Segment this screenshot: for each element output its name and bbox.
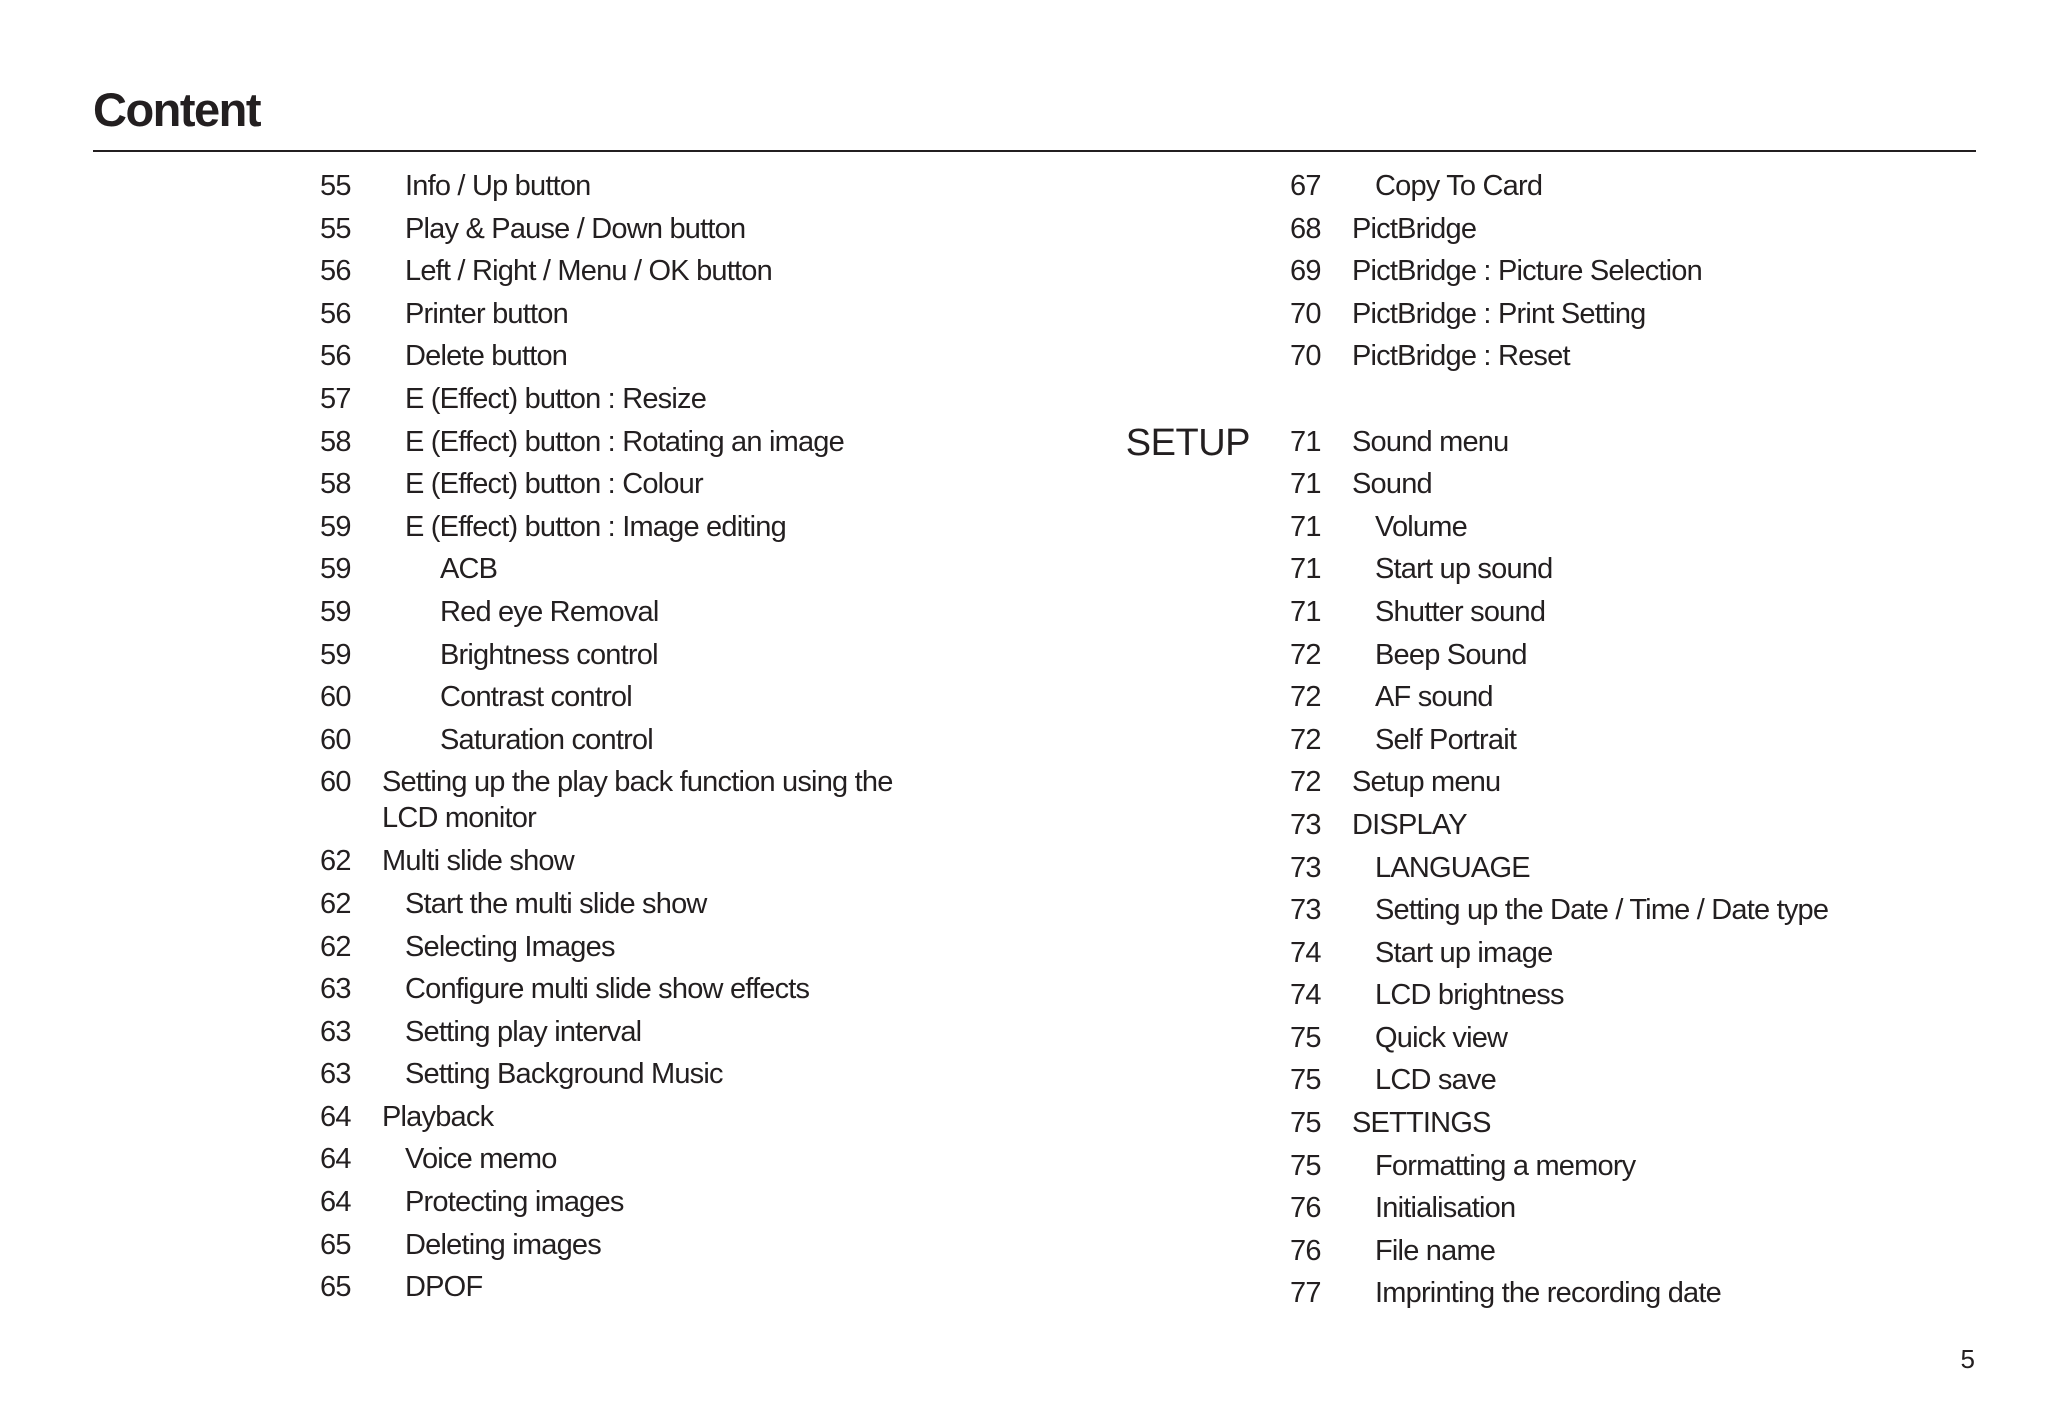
toc-page-number: 65 — [320, 1271, 351, 1304]
toc-entry[interactable] — [1290, 637, 1930, 680]
toc-page-number: 55 — [320, 170, 351, 202]
toc-entry-text: Left / Right / Menu / OK button — [405, 255, 772, 288]
toc-entry[interactable] — [1290, 338, 1930, 381]
toc-entry[interactable] — [320, 1014, 960, 1057]
toc-page-number: 71 — [1290, 468, 1321, 501]
toc-entry[interactable] — [320, 509, 960, 552]
toc-entry-text: PictBridge : Print Setting — [1352, 297, 1646, 330]
toc-entry-text: Setting up the play back function using the LCD monitor — [382, 766, 893, 835]
toc-entry-text: Setting up the Date / Time / Date type — [1375, 894, 1829, 927]
toc-page-number: 62 — [320, 887, 351, 920]
toc-entry[interactable] — [1290, 466, 1930, 509]
toc-page-number: 60 — [320, 723, 351, 756]
toc-entry-text: AF sound — [1375, 681, 1493, 714]
toc-entry-text: E (Effect) button : Resize — [405, 382, 707, 415]
toc-entry[interactable] — [1290, 679, 1930, 722]
toc-entry-text: Copy To Card — [1375, 170, 1543, 202]
toc-entry[interactable] — [320, 843, 960, 886]
toc-page-number: 56 — [320, 255, 351, 288]
toc-entry[interactable] — [1290, 850, 1930, 893]
toc-entry[interactable] — [320, 381, 960, 424]
toc-page-number: 71 — [1290, 553, 1321, 586]
toc-entry-text: E (Effect) button : Rotating an image — [405, 425, 844, 458]
toc-entry-text: PictBridge : Picture Selection — [1352, 255, 1702, 288]
toc-page-number: 59 — [320, 595, 351, 628]
toc-entry[interactable] — [320, 1227, 960, 1270]
toc-entry-text: Quick view — [1375, 1021, 1508, 1054]
toc-entry-text: Protecting images — [405, 1186, 624, 1219]
toc-entry-text: Multi slide show — [382, 845, 574, 878]
page-number: 5 — [1960, 1344, 1975, 1374]
toc-entry[interactable] — [320, 637, 960, 680]
toc-entry[interactable] — [320, 594, 960, 637]
toc-page-number: 73 — [1290, 894, 1321, 927]
toc-entry[interactable] — [1290, 253, 1930, 296]
toc-page-number: 64 — [320, 1186, 351, 1219]
toc-page-number: 75 — [1290, 1107, 1321, 1140]
toc-page-number: 71 — [1290, 425, 1321, 458]
toc-entry[interactable] — [1290, 764, 1930, 807]
toc-page-number: 63 — [320, 1058, 351, 1091]
toc-entry-text: Voice memo — [405, 1143, 557, 1176]
toc-entry[interactable] — [320, 1141, 960, 1184]
toc-entry[interactable] — [1290, 1275, 1930, 1318]
toc-page-number: 73 — [1290, 851, 1321, 884]
toc-page-number: 68 — [1290, 212, 1321, 245]
toc-page-number: 75 — [1290, 1064, 1321, 1097]
toc-page-number: 76 — [1290, 1192, 1321, 1225]
toc-page-number: 65 — [320, 1228, 351, 1261]
toc-entry[interactable] — [320, 971, 960, 1014]
toc-page-number: 75 — [1290, 1149, 1321, 1182]
toc-entry[interactable] — [320, 1184, 960, 1227]
toc-entry-text: Setting Background Music — [405, 1058, 723, 1091]
toc-page-number: 58 — [320, 468, 351, 501]
toc-entry[interactable] — [320, 253, 960, 296]
toc-page-number: 72 — [1290, 766, 1321, 799]
toc-entry-text: PictBridge : Reset — [1352, 340, 1570, 373]
toc-page-number: 73 — [1290, 808, 1321, 841]
toc-entry[interactable] — [320, 296, 960, 339]
toc-page-number: 57 — [320, 382, 351, 415]
toc-entry-text: Volume — [1375, 510, 1467, 543]
toc-entry[interactable] — [1290, 1062, 1930, 1105]
toc-entry-text: Saturation control — [440, 723, 653, 756]
toc-entry-text: Imprinting the recording date — [1375, 1277, 1721, 1310]
toc-entry[interactable] — [320, 211, 960, 254]
toc-page-number: 72 — [1290, 723, 1321, 756]
toc-page-number: 59 — [320, 553, 351, 586]
toc-entry[interactable] — [320, 886, 960, 929]
toc-page-number: 71 — [1290, 510, 1321, 543]
toc-entry[interactable] — [320, 338, 960, 381]
toc-entry[interactable] — [1290, 935, 1930, 978]
toc-page-number: 56 — [320, 297, 351, 330]
toc-entry-text: E (Effect) button : Colour — [405, 468, 703, 501]
toc-entry[interactable] — [320, 722, 960, 765]
toc-entry-text: Self Portrait — [1375, 723, 1517, 756]
toc-page-number: 55 — [320, 212, 351, 245]
toc-entry-text: Play & Pause / Down button — [405, 212, 746, 245]
toc-entry-text: Shutter sound — [1375, 595, 1546, 628]
toc-entry[interactable] — [320, 929, 960, 972]
toc-page-number: 72 — [1290, 681, 1321, 714]
toc-entry[interactable] — [320, 679, 960, 722]
toc-page-number: 63 — [320, 973, 351, 1006]
toc-entry[interactable] — [1290, 1233, 1930, 1276]
toc-page-number: 59 — [320, 510, 351, 543]
toc-entry[interactable] — [1290, 807, 1930, 850]
toc-entry-text: Info / Up button — [405, 170, 591, 202]
toc-entry-text: LCD brightness — [1375, 979, 1564, 1012]
toc-entry[interactable] — [1290, 722, 1930, 765]
page-title: Content — [93, 83, 261, 136]
toc-entry-text: DISPLAY — [1352, 808, 1467, 841]
toc-page-number: 70 — [1290, 340, 1321, 373]
toc-page-number: 76 — [1290, 1234, 1321, 1267]
toc-entry-text: Brightness control — [440, 638, 658, 671]
toc-entry[interactable] — [320, 424, 960, 467]
toc-entry-text: Beep Sound — [1375, 638, 1527, 671]
toc-entry[interactable] — [1290, 211, 1930, 254]
toc-page-number: 75 — [1290, 1021, 1321, 1054]
toc-page-number: 60 — [320, 766, 351, 799]
toc-entry[interactable] — [320, 466, 960, 509]
toc-entry-text: PictBridge — [1352, 212, 1477, 245]
toc-entry[interactable] — [320, 1099, 960, 1142]
toc-entry[interactable] — [1290, 1105, 1930, 1148]
toc-entry-text: Start up sound — [1375, 553, 1553, 586]
toc-page-number: 58 — [320, 425, 351, 458]
toc-entry[interactable] — [320, 1269, 960, 1312]
toc-entry-text: Sound — [1352, 468, 1432, 501]
toc-entry-text: Contrast control — [440, 681, 632, 714]
toc-entry[interactable] — [1290, 1190, 1930, 1233]
toc-page-number: 56 — [320, 340, 351, 373]
toc-entry[interactable] — [1125, 421, 1930, 467]
toc-page-number: 62 — [320, 845, 351, 878]
toc-left-column — [320, 168, 960, 1312]
toc-entry-text: Start the multi slide show — [405, 887, 707, 920]
toc-entry-text: Selecting Images — [405, 930, 615, 963]
toc-entry[interactable] — [1290, 296, 1930, 339]
toc-entry-text: Deleting images — [405, 1228, 601, 1261]
toc-entry-text: Setup menu — [1352, 766, 1501, 799]
toc-entry-text: Playback — [382, 1100, 494, 1133]
toc-page-number: 63 — [320, 1015, 351, 1048]
toc-page-number: 62 — [320, 930, 351, 963]
toc-page-number: 71 — [1290, 595, 1321, 628]
toc-entry-text: SETTINGS — [1352, 1107, 1491, 1140]
toc-page-number: 74 — [1290, 979, 1321, 1012]
toc-entry-text: Formatting a memory — [1375, 1149, 1636, 1182]
toc-entry-text: Start up image — [1375, 936, 1553, 969]
toc-page-number: 72 — [1290, 638, 1321, 671]
toc-entry-text: Red eye Removal — [440, 595, 659, 628]
toc-entry[interactable] — [1290, 168, 1930, 211]
toc-entry-text: Printer button — [405, 297, 568, 330]
toc-entry[interactable] — [1290, 892, 1930, 935]
toc-page-number: 70 — [1290, 297, 1321, 330]
toc-entry[interactable] — [320, 168, 960, 211]
toc-entry-text: Delete button — [405, 340, 568, 373]
toc-entry[interactable] — [1290, 509, 1930, 552]
toc-page-number: 59 — [320, 638, 351, 671]
toc-entry-text: LANGUAGE — [1375, 851, 1530, 884]
toc-entry[interactable] — [1290, 594, 1930, 637]
toc-page-number: 69 — [1290, 255, 1321, 288]
toc-entry-text: Sound menu — [1352, 425, 1509, 458]
toc-entry-text: ACB — [440, 553, 498, 586]
section-label-setup: SETUP — [1125, 421, 1250, 464]
toc-entry[interactable] — [1290, 1148, 1930, 1191]
toc-entry-text: File name — [1375, 1234, 1496, 1267]
toc-entry[interactable] — [1290, 977, 1930, 1020]
toc-entry[interactable] — [1290, 1020, 1930, 1063]
toc-entry[interactable] — [320, 764, 960, 843]
toc-entry-text: Configure multi slide show effects — [405, 973, 810, 1006]
toc-entry[interactable] — [320, 551, 960, 594]
toc-page-number: 74 — [1290, 936, 1321, 969]
toc-entry[interactable] — [1290, 551, 1930, 594]
toc-page-number: 64 — [320, 1143, 351, 1176]
toc-page-number: 64 — [320, 1100, 351, 1133]
toc-entry-text: Setting play interval — [405, 1015, 642, 1048]
toc-entry-text: DPOF — [405, 1271, 483, 1304]
toc-entry[interactable] — [320, 1056, 960, 1099]
title-divider — [93, 150, 1976, 152]
toc-page-number: 67 — [1290, 170, 1321, 202]
toc-right-column — [1125, 168, 1930, 1318]
toc-page-number: 60 — [320, 681, 351, 714]
toc-entry-text: Initialisation — [1375, 1192, 1516, 1225]
toc-entry-text: LCD save — [1375, 1064, 1496, 1097]
toc-entry-text: E (Effect) button : Image editing — [405, 510, 786, 543]
toc-page-number: 77 — [1290, 1277, 1321, 1310]
